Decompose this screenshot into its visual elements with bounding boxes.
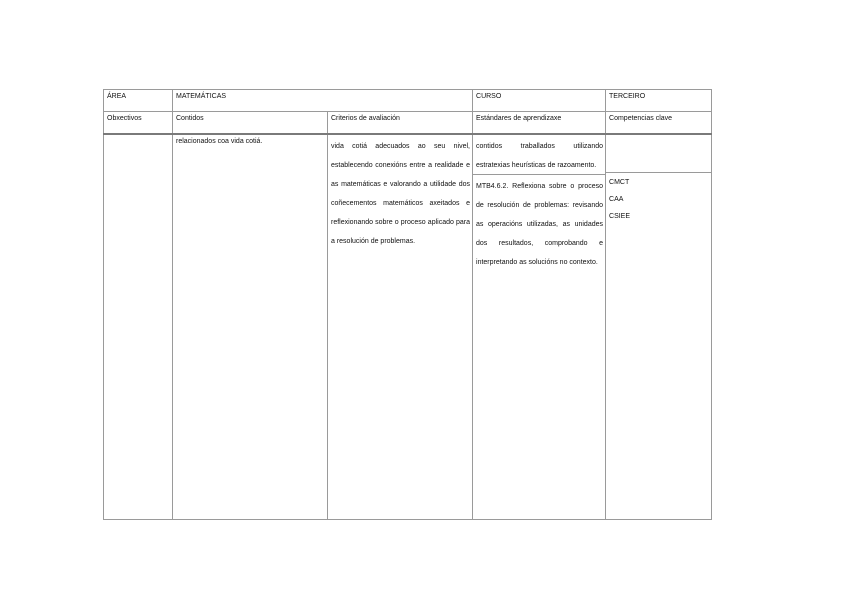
competences-list xyxy=(606,173,711,225)
objectives-cell xyxy=(104,134,173,520)
competence-item: CMCT xyxy=(609,179,630,186)
curriculum-table xyxy=(103,89,712,520)
curso-value: TERCEIRO xyxy=(606,90,712,112)
criteria-cell: vida cotiá adecuados ao seu nivel, establecendo conexións entre a realidade e as matemáticas e valorando a utilidade dos coñecementos matemáticos axeitados e reflexionando sobre o proceso aplicado para a resolución de problemas. xyxy=(328,134,473,520)
competences-cell xyxy=(606,134,712,520)
col-standards: Estándares de aprendizaxe xyxy=(473,112,606,135)
standard-item: contidos traballados utilizando estratexias heurísticas de razoamento. xyxy=(473,135,605,175)
column-header-row xyxy=(104,112,712,135)
area-label: ÁREA xyxy=(104,90,173,112)
competence-item: CAA xyxy=(609,196,624,203)
curso-label: CURSO xyxy=(473,90,606,112)
header-row xyxy=(104,90,712,112)
col-contents: Contidos xyxy=(173,112,328,135)
competences-empty xyxy=(606,135,711,173)
standard-item: MTB4.6.2. Reflexiona sobre o proceso de resolución de problemas: revisando as operacións utilizadas, as unidades dos resultados, comprobando e interpretando as solucións no contexto. xyxy=(476,183,604,266)
competence-item: CSIEE xyxy=(609,213,631,220)
contents-cell: relacionados coa vida cotiá. xyxy=(173,134,328,520)
col-objectives: Obxectivos xyxy=(104,112,173,135)
col-competences: Competencias clave xyxy=(606,112,712,135)
area-value: MATEMÁTICAS xyxy=(173,90,473,112)
standards-cell xyxy=(473,134,606,520)
col-criteria: Criterios de avaliación xyxy=(328,112,473,135)
table-row xyxy=(104,134,712,520)
